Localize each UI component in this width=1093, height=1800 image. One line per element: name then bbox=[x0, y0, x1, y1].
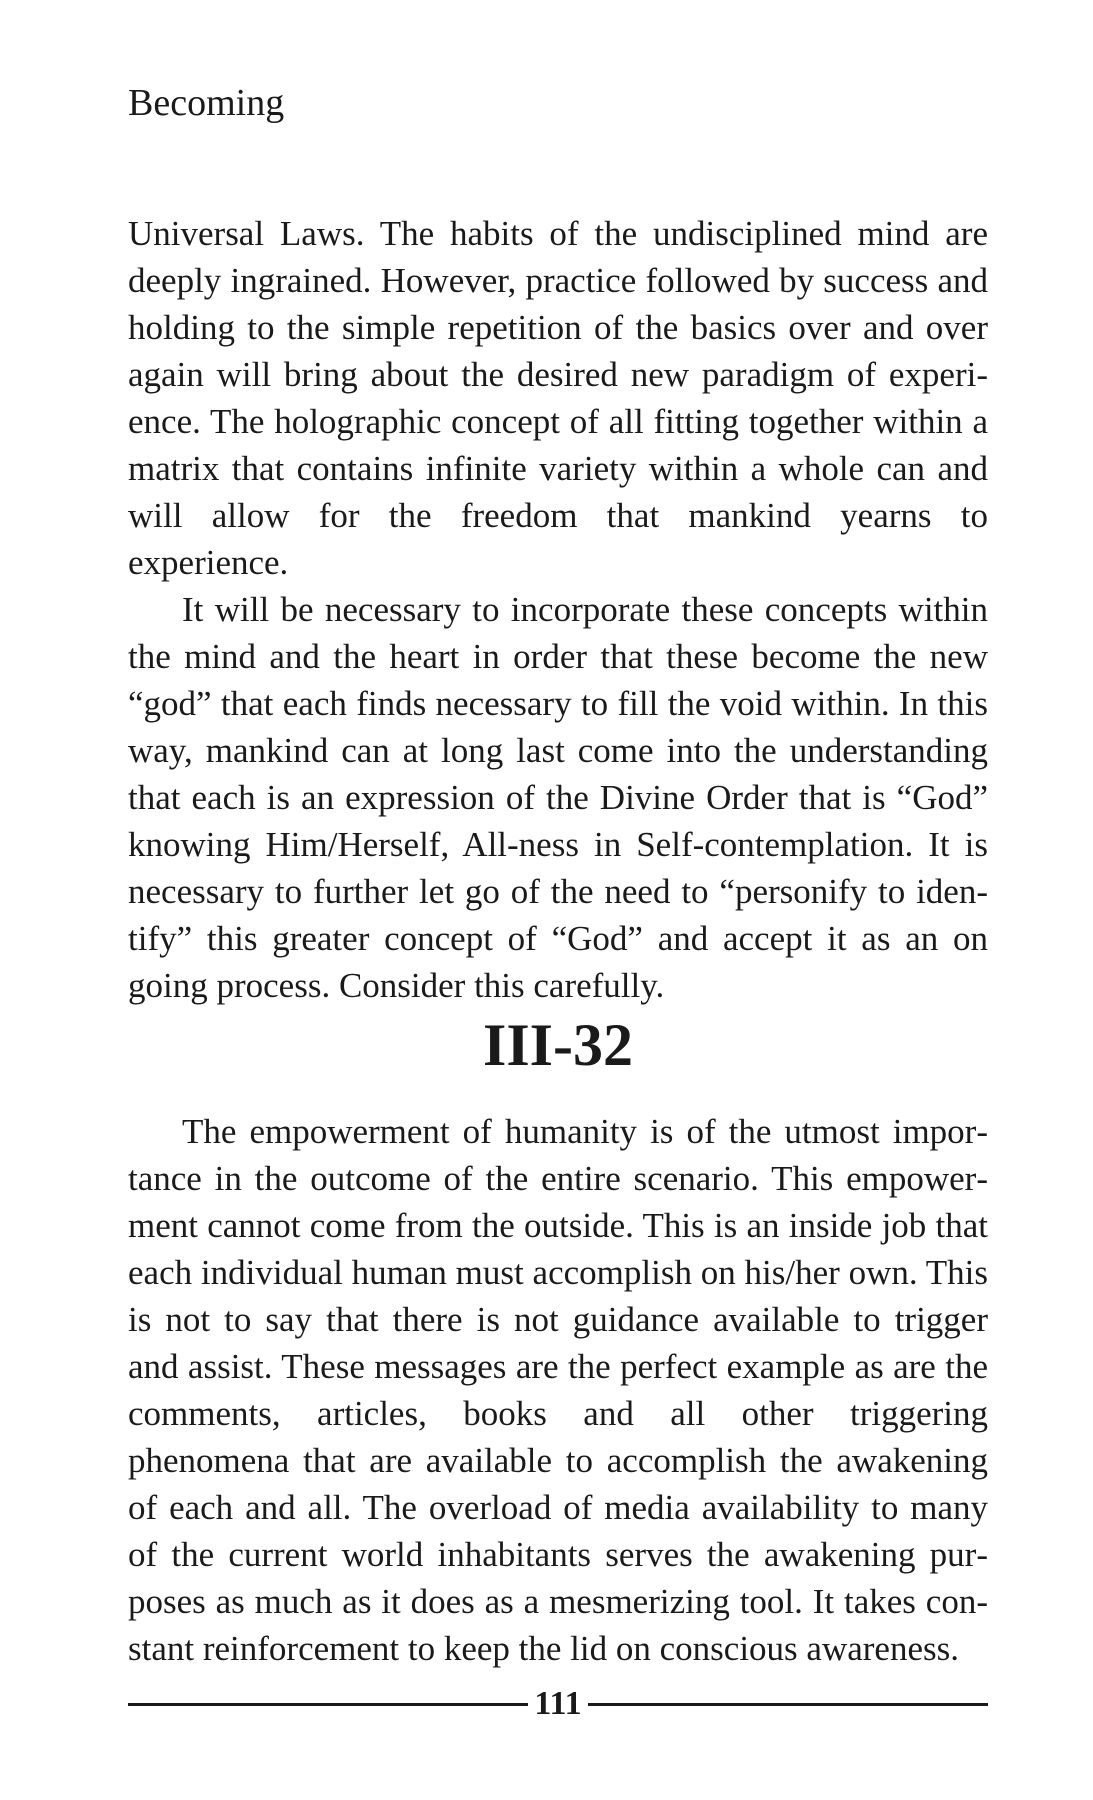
body-text-bottom bbox=[128, 1108, 988, 1672]
paragraph-empowerment: The empowerment of humanity is of the utmost importance in the outcome of the entire scenario. This empowerment cannot come from the outside. This is an inside job that each individual human must accomplish on his/her own. This is not to say that there is not guidance available to trigger and assist. These messages are the perfect example as are the comments, articles, books and all other triggering phenomena that are available to accomplish the awakening of each and all. The overload of media availability to many of the current world inhabitants serves the awakening purposes as much as it does as a mesmerizing tool. It takes constant reinforcement to keep the lid on conscious awareness. bbox=[128, 1112, 988, 1668]
paragraph-universal-laws: Universal Laws. The habits of the undisciplined mind are deeply ingrained. However, practice followed by success and holding to the simple repetition of the basics over and over again will bring about the desired new paradigm of experience. The holographic concept of all fitting together within a matrix that contains infinite variety within a whole can and will allow for the freedom that mankind yearns to experience. bbox=[128, 214, 988, 582]
page-number: 111 bbox=[534, 1685, 582, 1722]
running-header: Becoming bbox=[128, 82, 285, 124]
paragraph-incorporate-concepts: It will be necessary to incorporate these concepts within the mind and the heart in order that these become the new “god” that each finds necessary to fill the void within. In this way, mankind can at long last come into the understanding that each is an expression of the Divine Order that is “God” knowing Him/Herself, All-ness in Self-contemplation. It is necessary to further let go of the need to “personify to identify” this greater concept of “God” and accept it as an on going process. Consider this carefully. bbox=[128, 590, 988, 1005]
body-text-top bbox=[128, 210, 988, 1009]
footer-rule-left bbox=[128, 1703, 528, 1706]
page-footer bbox=[128, 1682, 988, 1726]
section-heading: III-32 bbox=[482, 1012, 634, 1078]
footer-rule-right bbox=[588, 1703, 988, 1706]
